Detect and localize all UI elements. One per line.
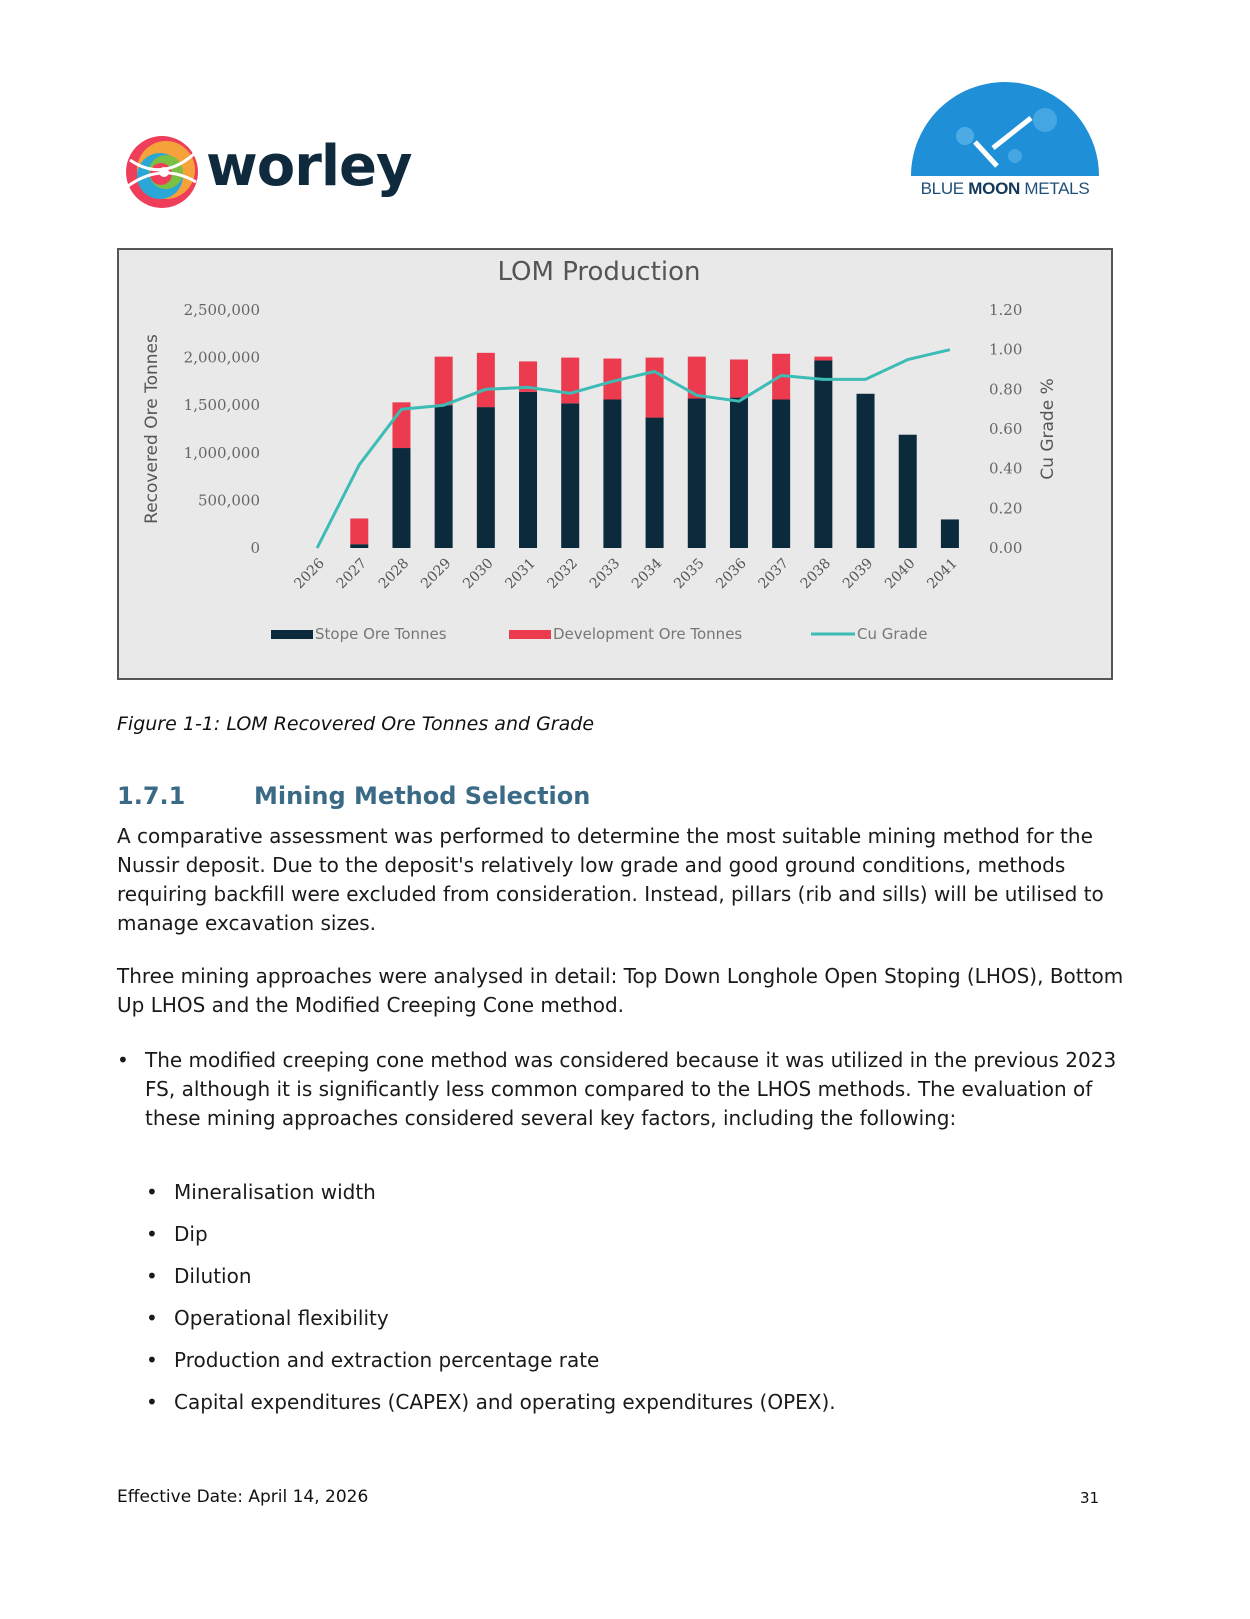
y-tick-label: 0 [250, 539, 260, 557]
y2-tick-label: 0.80 [989, 380, 1023, 399]
worley-wordmark: worley [206, 134, 412, 199]
x-tick-label: 2032 [544, 555, 582, 593]
x-tick-label: 2034 [628, 555, 666, 593]
x-tick-label: 2036 [713, 555, 750, 593]
bar-development-ore-tonnes [730, 360, 748, 398]
page-number: 31 [1080, 1489, 1100, 1507]
blue-moon-metals-wordmark: BLUE MOON METALS [920, 179, 1090, 198]
y2-tick-label: 1.20 [989, 301, 1023, 319]
bar-stope-ore-tonnes [730, 398, 748, 548]
paragraph: Three mining approaches were analysed in detail: Top Down Longhole Open Stoping (LHOS), Bottom Up LHOS and the Modified Creeping Cone method. [117, 964, 1124, 1017]
x-tick-label: 2040 [882, 555, 919, 593]
list-item-text: The modified creeping cone method was considered because it was utilized in the previous 2023 FS, although it is significantly less common compared to the LHOS methods. The evaluation of these mining approaches considered several key factors, including the following: [145, 1048, 1117, 1130]
y2-tick-label: 0.60 [989, 420, 1023, 438]
bar-development-ore-tonnes [435, 357, 453, 406]
worley-logo [122, 132, 442, 212]
y2-axis-label: Cu Grade % [1038, 378, 1058, 480]
list-item: • Mineralisation width [146, 1180, 376, 1204]
bar-development-ore-tonnes [477, 353, 495, 407]
x-tick-label: 2038 [797, 555, 835, 593]
bar-stope-ore-tonnes [941, 519, 959, 548]
section-heading [117, 782, 590, 810]
y-axis-label: Recovered Ore Tonnes [142, 334, 162, 524]
x-tick-label: 2026 [291, 555, 328, 593]
bar-development-ore-tonnes [814, 357, 832, 361]
list-item: • Dilution [146, 1264, 252, 1288]
x-tick-label: 2041 [924, 555, 961, 593]
bar-stope-ore-tonnes [646, 418, 664, 548]
bullet-marker: • [117, 1048, 129, 1072]
x-tick-label: 2028 [375, 555, 413, 593]
effective-date: Effective Date: April 14, 2026 [117, 1487, 369, 1507]
x-tick-label: 2033 [586, 555, 624, 593]
y-tick-label: 500,000 [197, 491, 260, 510]
y2-tick-label: 0.00 [989, 539, 1023, 557]
figure-caption: Figure 1-1: LOM Recovered Ore Tonnes and Grade [117, 713, 595, 735]
bar-stope-ore-tonnes [857, 394, 875, 548]
bar-stope-ore-tonnes [772, 399, 790, 548]
bar-development-ore-tonnes [561, 358, 579, 404]
legend-label: Development Ore Tonnes [553, 625, 743, 643]
line-cu-grade [317, 350, 950, 548]
x-tick-label: 2031 [502, 555, 539, 593]
section-number: 1.7.1 [117, 782, 186, 810]
moon-icon [905, 76, 1105, 178]
legend-label: Cu Grade [857, 625, 928, 643]
x-tick-label: 2030 [460, 555, 497, 593]
bar-stope-ore-tonnes [603, 399, 621, 548]
bar-stope-ore-tonnes [392, 448, 410, 548]
list-item: • Production and extraction percentage rate [146, 1348, 600, 1372]
chart-canvas [119, 250, 1111, 678]
paragraph: A comparative assessment was performed to determine the most suitable mining method for the Nussir deposit. Due to the deposit's relatively low grade and good ground conditions, methods requiring backfill were excluded from consideration. Instead, pillars (rib and sills) will be utilised to manage excavation sizes. [117, 824, 1104, 935]
bar-stope-ore-tonnes [688, 399, 706, 548]
section-title: Mining Method Selection [254, 782, 591, 810]
y2-tick-label: 1.00 [989, 340, 1023, 359]
y2-tick-label: 0.20 [989, 499, 1023, 518]
bar-development-ore-tonnes [350, 518, 368, 544]
list-item: • Capital expenditures (CAPEX) and operating expenditures (OPEX). [146, 1390, 836, 1414]
bar-stope-ore-tonnes [814, 360, 832, 548]
legend-swatch-stope [271, 630, 313, 639]
list-item: • Dip [146, 1222, 208, 1246]
y2-tick-label: 0.40 [989, 459, 1023, 478]
y-tick-label: 2,000,000 [183, 348, 260, 367]
bar-development-ore-tonnes [646, 358, 664, 418]
bar-stope-ore-tonnes [561, 403, 579, 548]
y-tick-label: 1,000,000 [183, 443, 260, 462]
x-tick-label: 2037 [755, 555, 792, 593]
bar-stope-ore-tonnes [477, 407, 495, 548]
x-tick-label: 2039 [839, 555, 877, 593]
worley-swirl-icon [122, 132, 202, 212]
x-tick-label: 2029 [417, 555, 455, 593]
list-item: • Operational flexibility [146, 1306, 389, 1330]
x-tick-label: 2035 [671, 555, 708, 593]
bar-stope-ore-tonnes [435, 405, 453, 548]
bar-stope-ore-tonnes [350, 544, 368, 548]
chart-title: LOM Production [497, 257, 701, 287]
legend-label: Stope Ore Tonnes [315, 625, 447, 643]
blue-moon-metals-logo [905, 76, 1105, 206]
legend-swatch-development [509, 630, 551, 639]
y-tick-label: 1,500,000 [183, 396, 260, 415]
factor-list [146, 1178, 836, 1430]
lom-production-chart [117, 248, 1113, 680]
y-tick-label: 2,500,000 [183, 301, 260, 319]
bar-stope-ore-tonnes [899, 435, 917, 548]
x-tick-label: 2027 [333, 555, 371, 593]
bar-stope-ore-tonnes [519, 392, 537, 548]
